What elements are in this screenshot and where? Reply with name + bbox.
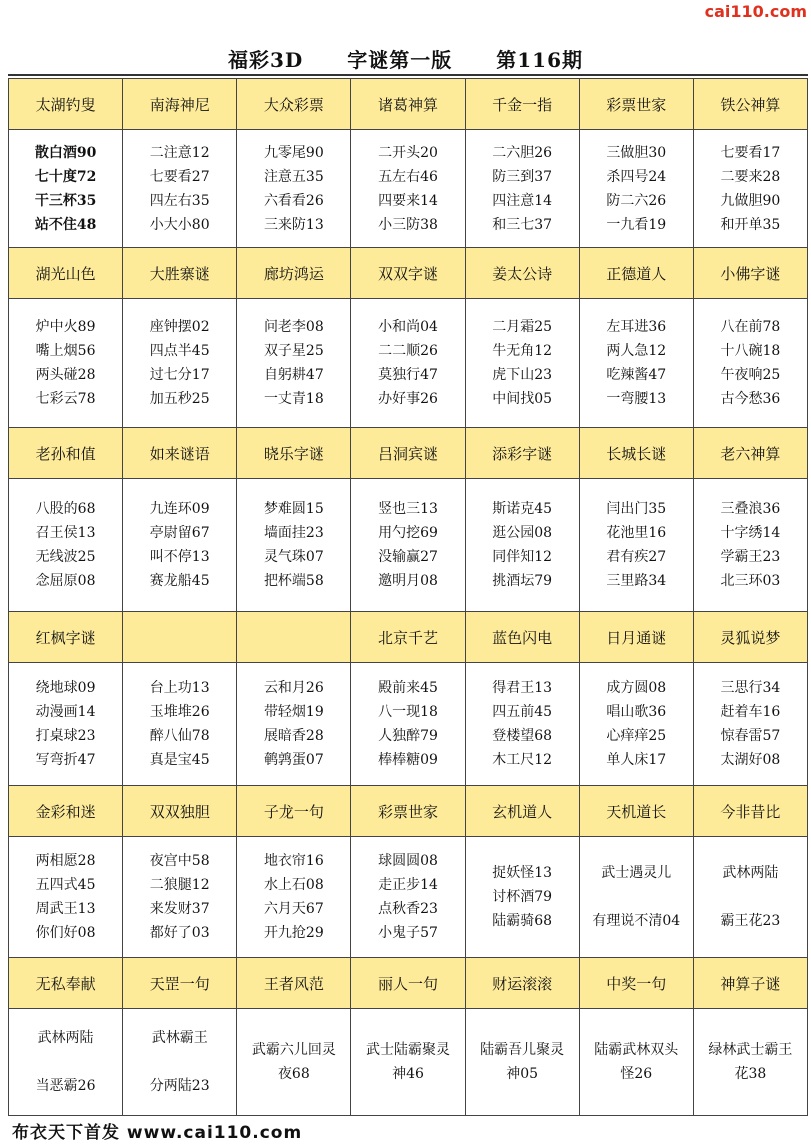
riddle-line: 防二六26: [606, 192, 667, 209]
riddle-line: 花池里16: [606, 525, 667, 541]
header-row: [9, 79, 808, 130]
column-title: 彩票世家: [351, 786, 465, 837]
column-title: 中奖一句: [579, 958, 693, 1009]
riddle-line: 武林霸王: [151, 1030, 208, 1046]
riddle-cell: [579, 130, 693, 248]
column-title: 吕洞宾谜: [351, 428, 465, 479]
riddle-line: 三叠浪36: [720, 501, 781, 517]
column-title: [237, 612, 351, 663]
riddle-cell: [9, 1009, 123, 1116]
riddle-line: 捉妖怪13: [492, 865, 553, 881]
column-title: [123, 612, 237, 663]
riddle-cell: [693, 1009, 807, 1116]
riddle-line: 你们好08: [35, 925, 96, 941]
riddle-line: 武林两陆: [722, 865, 779, 881]
riddle-line: 斯诺克45: [492, 501, 553, 517]
riddle-line: 和开单35: [720, 216, 781, 233]
column-title: 太湖钓叟: [9, 79, 123, 130]
riddle-line: 打桌球23: [35, 728, 96, 744]
riddle-line: 四左右35: [149, 192, 210, 209]
riddle-line: 用勺挖69: [378, 525, 438, 541]
riddle-line: 三来防13: [263, 216, 324, 233]
riddle-cell: [237, 663, 351, 786]
riddle-cell: [351, 1009, 465, 1116]
riddle-line: 得君王13: [492, 680, 553, 696]
riddle-cell: [123, 663, 237, 786]
riddle-line: 两相愿28: [35, 853, 96, 869]
riddle-line: 灵气珠07: [263, 549, 324, 565]
riddle-line: 真是宝45: [149, 752, 210, 768]
riddle-cell: [465, 299, 579, 428]
content-row: [9, 479, 808, 612]
riddle-line: 加五秒25: [149, 391, 210, 407]
riddle-line: 小大小80: [149, 216, 210, 233]
riddle-line: 点秋香23: [378, 901, 438, 917]
riddle-line: 写弯折47: [35, 752, 96, 768]
riddle-line: 都好了03: [149, 925, 210, 941]
riddle-line: 陆霸骑68: [492, 913, 553, 929]
column-title: 财运滚滚: [465, 958, 579, 1009]
riddle-line: 五四式45: [35, 877, 96, 893]
riddle-line: 三思行34: [720, 680, 781, 696]
riddle-line: 武士陆霸聚灵: [365, 1042, 450, 1058]
column-title: 天机道长: [579, 786, 693, 837]
riddle-cell: [465, 837, 579, 958]
riddle-cell: [237, 130, 351, 248]
riddle-cell: [693, 130, 807, 248]
riddle-line: 把杯端58: [263, 573, 324, 589]
riddle-cell: [351, 479, 465, 612]
column-title: 双双字谜: [351, 248, 465, 299]
line-gap: [9, 1050, 122, 1074]
riddle-line: 神46: [392, 1066, 424, 1082]
riddle-line: 午夜响25: [720, 367, 781, 383]
column-title: 神算子谜: [693, 958, 807, 1009]
riddle-line: 无线波25: [35, 549, 96, 565]
content-row: [9, 663, 808, 786]
riddle-line: 干三杯35: [34, 192, 97, 209]
riddle-line: 棒棒糖09: [378, 752, 438, 768]
column-title: 彩票世家: [579, 79, 693, 130]
riddle-line: 走正步14: [378, 877, 438, 893]
riddle-cell: [351, 663, 465, 786]
column-title: 丽人一句: [351, 958, 465, 1009]
riddle-line: 人独醉79: [378, 728, 438, 744]
riddle-line: 神05: [506, 1066, 539, 1082]
riddle-cell: [237, 837, 351, 958]
riddle-line: 太湖好08: [720, 752, 781, 768]
riddle-line: 过七分17: [149, 367, 210, 383]
riddle-line: 亭尉留67: [149, 525, 210, 541]
column-title: 今非昔比: [693, 786, 807, 837]
riddle-line: 带轻烟19: [263, 704, 324, 720]
riddle-cell: [579, 837, 693, 958]
content-row: [9, 1009, 808, 1116]
riddle-line: 当恶霸26: [35, 1078, 96, 1094]
header-row: [9, 428, 808, 479]
riddle-line: 惊春雷57: [720, 728, 781, 744]
riddle-cell: [693, 479, 807, 612]
column-title: 湖光山色: [9, 248, 123, 299]
riddle-line: 七彩云78: [35, 391, 96, 407]
riddle-line: 讨杯酒79: [492, 889, 553, 905]
riddle-line: 七要看17: [720, 144, 781, 161]
riddle-line: 北三环03: [720, 573, 781, 589]
riddle-line: 三里路34: [606, 573, 667, 589]
riddle-line: 座钟摆02: [149, 319, 210, 335]
riddle-cell: [123, 479, 237, 612]
column-title: 添彩字谜: [465, 428, 579, 479]
column-title: 红枫字谜: [9, 612, 123, 663]
riddle-cell: [579, 479, 693, 612]
column-title: 老六神算: [693, 428, 807, 479]
riddle-line: 小和尚04: [378, 319, 438, 335]
riddle-line: 玉堆堆26: [149, 704, 210, 720]
riddle-line: 嘴上烟56: [35, 343, 96, 359]
riddle-line: 七要看27: [149, 168, 210, 185]
riddle-line: 夜68: [277, 1066, 310, 1082]
riddle-line: 邀明月08: [378, 573, 438, 589]
riddle-line: 绕地球09: [35, 680, 96, 696]
riddle-line: 注意五35: [263, 168, 324, 185]
riddle-line: 六月天67: [263, 901, 324, 917]
column-title: 王者风范: [237, 958, 351, 1009]
riddle-line: 逛公园08: [492, 525, 553, 541]
riddle-cell: [351, 837, 465, 958]
riddle-line: 二注意12: [149, 144, 210, 161]
riddle-line: 虎下山23: [492, 367, 553, 383]
riddle-line: 周武王13: [35, 901, 96, 917]
line-gap: [694, 885, 807, 909]
riddle-line: 九零尾90: [263, 144, 324, 161]
content-row: [9, 130, 808, 248]
riddle-line: 二要来28: [720, 168, 781, 185]
riddle-cell: [9, 130, 123, 248]
riddle-line: 绿林武士霸王: [708, 1042, 793, 1058]
riddle-line: 问老李08: [263, 319, 324, 335]
riddle-line: 花38: [734, 1066, 767, 1082]
riddle-line: 有理说不清04: [592, 913, 681, 929]
header-row: [9, 958, 808, 1009]
riddle-cell: [465, 1009, 579, 1116]
line-gap: [580, 885, 693, 909]
column-title: 诸葛神算: [351, 79, 465, 130]
column-title: 大众彩票: [237, 79, 351, 130]
riddle-line: 分两陆23: [149, 1078, 210, 1094]
column-title: 无私奉献: [9, 958, 123, 1009]
riddle-line: 鹌鹑蛋07: [263, 752, 324, 768]
riddle-line: 成方圆08: [606, 680, 667, 696]
column-title: 灵狐说梦: [693, 612, 807, 663]
riddle-line: 小三防38: [378, 216, 438, 233]
riddle-line: 两头碰28: [35, 367, 96, 383]
riddle-cell: [579, 663, 693, 786]
riddle-line: 竖也三13: [378, 501, 438, 517]
riddle-line: 六看看26: [263, 192, 324, 209]
riddle-line: 霸王花23: [720, 913, 781, 929]
lottery-name: 福彩3D: [227, 48, 304, 72]
riddle-line: 醉八仙78: [149, 728, 210, 744]
riddle-line: 八在前78: [720, 319, 781, 335]
column-title: 蓝色闪电: [465, 612, 579, 663]
riddle-line: 君有疾27: [606, 549, 667, 565]
riddle-cell: [693, 299, 807, 428]
riddle-line: 牛无角12: [492, 343, 553, 359]
riddle-cell: [579, 1009, 693, 1116]
column-title: 天罡一句: [123, 958, 237, 1009]
watermark: cai110.com: [704, 2, 807, 21]
riddle-line: 召王侯13: [35, 525, 96, 541]
riddle-cell: [9, 837, 123, 958]
riddle-line: 十字绣14: [720, 525, 781, 541]
riddle-line: 开九抢29: [263, 925, 324, 941]
riddle-line: 小鬼子57: [378, 925, 438, 941]
column-title: 老孙和值: [9, 428, 123, 479]
riddle-cell: [9, 663, 123, 786]
riddle-line: 登楼望68: [492, 728, 553, 744]
riddle-line: 办好事26: [378, 391, 438, 407]
riddle-cell: [123, 1009, 237, 1116]
column-title: 日月通谜: [579, 612, 693, 663]
riddle-line: 莫独行47: [378, 367, 438, 383]
riddle-line: 木工尺12: [492, 752, 553, 768]
riddle-line: 八股的68: [35, 501, 96, 517]
riddle-line: 陆霸武林双头: [594, 1042, 679, 1058]
riddle-line: 三做胆30: [606, 144, 667, 161]
header-row: [9, 248, 808, 299]
column-title: 小佛字谜: [693, 248, 807, 299]
content-row: [9, 299, 808, 428]
riddle-line: 二月霜25: [492, 319, 553, 335]
riddle-cell: [9, 479, 123, 612]
riddle-line: 武林两陆: [37, 1030, 94, 1046]
riddle-line: 台上功13: [149, 680, 210, 696]
riddle-line: 学霸王23: [720, 549, 781, 565]
riddle-line: 武霸六儿回灵: [251, 1042, 336, 1058]
riddle-line: 挑酒坛79: [492, 573, 553, 589]
column-title: 铁公神算: [693, 79, 807, 130]
riddle-line: 殿前来45: [378, 680, 438, 696]
riddle-line: 四五前45: [492, 704, 553, 720]
column-title: 正德道人: [579, 248, 693, 299]
column-title: 玄机道人: [465, 786, 579, 837]
riddle-line: 二六胆26: [492, 144, 553, 161]
riddle-line: 动漫画14: [35, 704, 96, 720]
riddle-cell: [123, 130, 237, 248]
riddle-cell: [693, 663, 807, 786]
header-row: [9, 612, 808, 663]
riddle-line: 两人急12: [606, 343, 667, 359]
column-title: 廊坊鸿运: [237, 248, 351, 299]
riddle-line: 四点半45: [149, 343, 210, 359]
page-title: [0, 44, 811, 73]
riddle-line: 赛龙船45: [149, 573, 210, 589]
riddle-line: 九连环09: [149, 501, 210, 517]
riddle-line: 防三到37: [492, 168, 553, 185]
riddle-line: 站不住48: [34, 216, 97, 233]
riddle-line: 散白酒90: [34, 144, 97, 161]
column-title: 如来谜语: [123, 428, 237, 479]
riddle-line: 二开头20: [378, 144, 438, 161]
riddle-line: 自躬耕47: [263, 367, 324, 383]
riddle-line: 四注意14: [492, 192, 553, 209]
column-title: 千金一指: [465, 79, 579, 130]
riddle-cell: [465, 479, 579, 612]
column-title: 子龙一句: [237, 786, 351, 837]
edition-name: 字谜第一版: [347, 48, 453, 72]
riddle-line: 一九看19: [606, 216, 667, 233]
riddle-line: 展暗香28: [263, 728, 324, 744]
riddle-cell: [351, 130, 465, 248]
riddle-line: 双子星25: [263, 343, 324, 359]
column-title: 北京千艺: [351, 612, 465, 663]
riddle-line: 杀四号24: [606, 168, 667, 185]
content-row: [9, 837, 808, 958]
footer-credit: 布衣天下首发 www.cai110.com: [0, 1120, 811, 1146]
riddle-cell: [237, 299, 351, 428]
riddle-line: 唱山歌36: [606, 704, 667, 720]
riddle-line: 怪26: [620, 1066, 653, 1082]
riddle-cell: [9, 299, 123, 428]
riddle-line: 二狼腿12: [149, 877, 210, 893]
riddle-line: 吃辣酱47: [606, 367, 667, 383]
riddle-line: 球圆圆08: [378, 853, 438, 869]
riddle-cell: [351, 299, 465, 428]
riddle-line: 梦难圆15: [263, 501, 324, 517]
title-divider: [8, 74, 808, 76]
header-row: [9, 786, 808, 837]
column-title: 长城长谜: [579, 428, 693, 479]
riddle-line: 五左右46: [378, 168, 438, 185]
riddle-line: 一丈青18: [263, 391, 324, 407]
column-title: 姜太公诗: [465, 248, 579, 299]
riddle-cell: [465, 663, 579, 786]
riddle-line: 九做胆90: [720, 192, 781, 209]
riddle-line: 水上石08: [263, 877, 324, 893]
column-title: 金彩和迷: [9, 786, 123, 837]
riddle-line: 十八碗18: [720, 343, 781, 359]
riddle-line: 四要来14: [378, 192, 438, 209]
riddle-cell: [693, 837, 807, 958]
riddle-line: 武士遇灵儿: [601, 865, 672, 881]
riddle-line: 和三七37: [492, 216, 553, 233]
riddle-line: 墙面挂23: [263, 525, 324, 541]
riddle-line: 二二顺26: [378, 343, 438, 359]
riddle-cell: [465, 130, 579, 248]
riddle-cell: [579, 299, 693, 428]
riddle-cell: [123, 837, 237, 958]
riddle-line: 心痒痒25: [606, 728, 667, 744]
riddle-line: 左耳进36: [606, 319, 667, 335]
riddle-line: 炉中火89: [35, 319, 96, 335]
riddle-line: 单人床17: [606, 752, 667, 768]
issue-number: 第116期: [496, 48, 583, 72]
riddle-line: 一弯腰13: [606, 391, 667, 407]
riddle-table: [8, 78, 808, 1116]
riddle-cell: [237, 1009, 351, 1116]
riddle-line: 闫出门35: [606, 501, 667, 517]
line-gap: [123, 1050, 236, 1074]
riddle-line: 来发财37: [149, 901, 210, 917]
riddle-line: 夜宫中58: [149, 853, 210, 869]
riddle-line: 中间找05: [492, 391, 553, 407]
riddle-line: 赶着车16: [720, 704, 781, 720]
column-title: 大胜寨谜: [123, 248, 237, 299]
column-title: 晓乐字谜: [237, 428, 351, 479]
riddle-line: 没输赢27: [378, 549, 438, 565]
riddle-line: 八一现18: [378, 704, 438, 720]
riddle-cell: [123, 299, 237, 428]
column-title: 双双独胆: [123, 786, 237, 837]
riddle-line: 云和月26: [263, 680, 324, 696]
riddle-line: 叫不停13: [149, 549, 210, 565]
column-title: 南海神尼: [123, 79, 237, 130]
riddle-line: 陆霸吾儿聚灵: [480, 1042, 565, 1058]
riddle-line: 念屈原08: [35, 573, 96, 589]
riddle-line: 同伴知12: [492, 549, 553, 565]
riddle-line: 地衣帘16: [263, 853, 324, 869]
riddle-cell: [237, 479, 351, 612]
riddle-line: 七十度72: [34, 168, 97, 185]
riddle-line: 古今愁36: [720, 391, 781, 407]
